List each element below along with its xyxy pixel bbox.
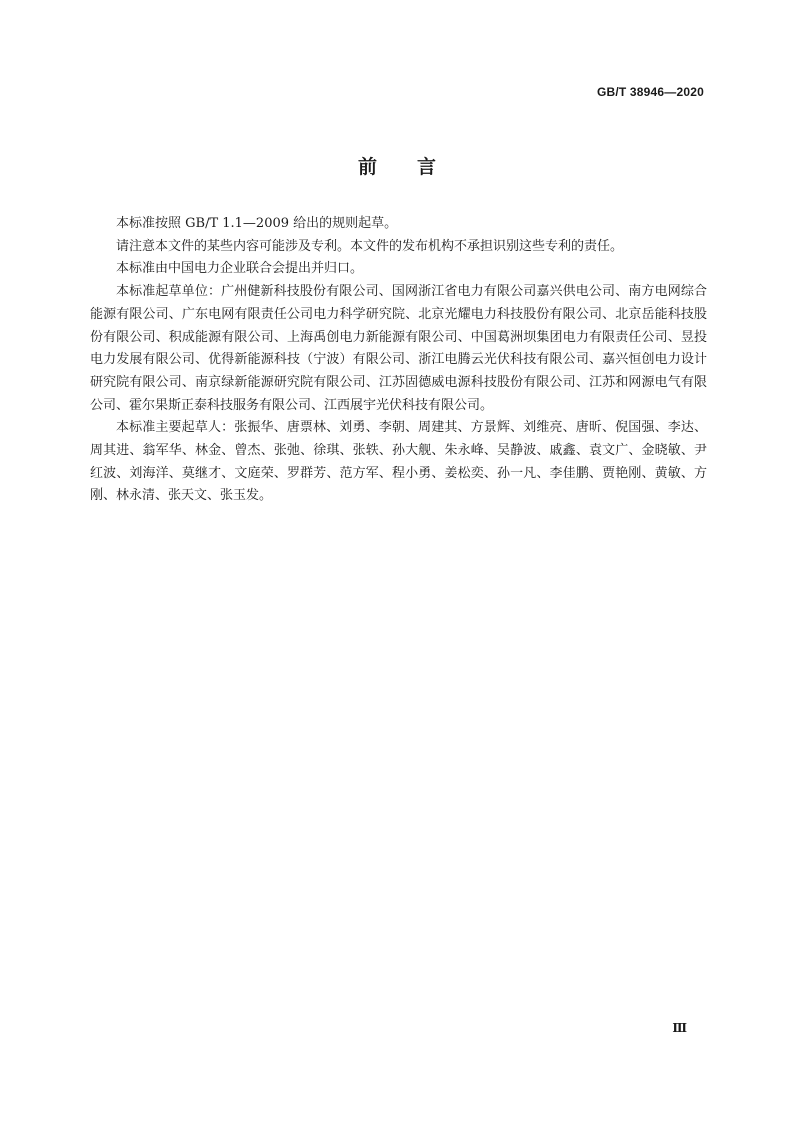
foreword-body bbox=[90, 213, 707, 508]
page-title bbox=[0, 152, 794, 179]
paragraph-patent-notice: 请注意本文件的某些内容可能涉及专利。本文件的发布机构不承担识别这些专利的责任。 bbox=[116, 238, 624, 254]
paragraph-drafting-rules: 本标准按照 GB/T 1.1—2009 给出的规则起草。 bbox=[116, 216, 398, 231]
standard-number: GB/T 38946—2020 bbox=[596, 85, 704, 99]
title-char-2: 言 bbox=[417, 156, 437, 178]
paragraph-drafters: 本标准主要起草人：张振华、唐票林、刘勇、李朝、周建其、方景辉、刘维亮、唐昕、倪国强、李达、周其进、翁军华、林金、曾杰、张弛、徐琪、张轶、孙大舰、朱永峰、吴静波、戚鑫、袁文广、金晓敏、尹红波、刘海洋、莫继才、文庭荣、罗群芳、范方军、程小勇、姜松奕、孙一凡、李佳鹏、贾艳刚、黄敏、方刚、林永清、张天文、张玉发。 bbox=[90, 420, 707, 504]
title-char-1: 前 bbox=[357, 156, 377, 178]
paragraph-drafting-units: 本标准起草单位：广州健新科技股份有限公司、国网浙江省电力有限公司嘉兴供电公司、南方电网综合能源有限公司、广东电网有限责任公司电力科学研究院、北京光耀电力科技股份有限公司、北京岳能科技股份有限公司、积成能源有限公司、上海禹创电力新能源有限公司、中国葛洲坝集团电力有限责任公司、昱投电力发展有限公司、优得新能源科技（宁波）有限公司、浙江电腾云光伏科技有限公司、嘉兴恒创电力设计研究院有限公司、南京绿新能源研究院有限公司、江苏固德威电源科技股份有限公司、江苏和网源电气有限公司、霍尔果斯正泰科技服务有限公司、江西展宇光伏科技有限公司。 bbox=[90, 284, 707, 413]
page-number: Ⅲ bbox=[672, 1021, 687, 1035]
paragraph-proposer: 本标准由中国电力企业联合会提出并归口。 bbox=[116, 261, 364, 277]
